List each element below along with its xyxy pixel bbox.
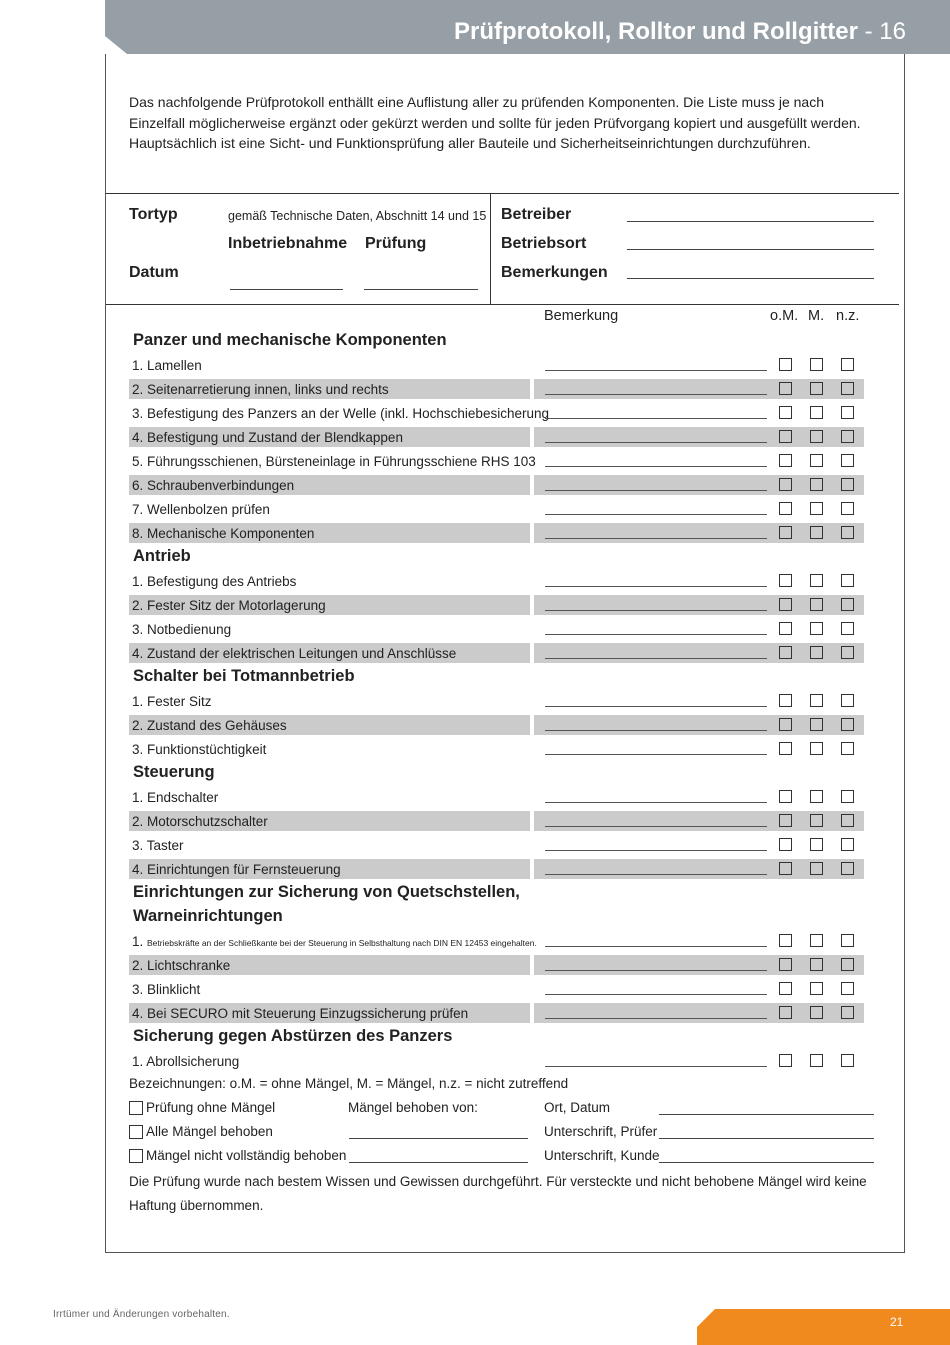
- checklist-row: [129, 955, 864, 975]
- checklist-row: [129, 811, 864, 831]
- row-label-text: 2. Fester Sitz der Motorlagerung: [132, 598, 326, 613]
- row-label-bg: [129, 835, 530, 855]
- nz-checkbox[interactable]: [841, 454, 854, 467]
- column-om: o.M.: [770, 308, 799, 324]
- row-label-text: 7. Wellenbolzen prüfen: [132, 502, 270, 517]
- row-label: [132, 646, 456, 661]
- remark-field[interactable]: [545, 442, 767, 443]
- bemerkungen-label: Bemerkungen: [501, 264, 608, 281]
- om-checkbox[interactable]: [779, 790, 792, 803]
- om-checkbox[interactable]: [779, 598, 792, 611]
- m-checkbox[interactable]: [810, 958, 823, 971]
- row-label: [132, 814, 268, 829]
- nz-checkbox[interactable]: [841, 1006, 854, 1019]
- m-checkbox[interactable]: [810, 478, 823, 491]
- unterschrift-pruefer-field[interactable]: [659, 1138, 874, 1139]
- maengel-nicht-behoben-label: Mängel nicht vollständig behoben: [146, 1148, 347, 1163]
- row-label-text: 1.: [132, 934, 148, 949]
- m-checkbox[interactable]: [810, 718, 823, 731]
- info-top-divider: [106, 193, 899, 194]
- row-label-text: 4. Bei SECURO mit Steuerung Einzugssicherung prüfen: [132, 1006, 469, 1021]
- betriebsort-field[interactable]: [627, 249, 874, 250]
- remark-field[interactable]: [545, 946, 767, 947]
- m-checkbox[interactable]: [810, 1054, 823, 1067]
- section-title: Antrieb: [133, 547, 191, 565]
- m-checkbox[interactable]: [810, 982, 823, 995]
- checklist-row: [129, 787, 864, 807]
- row-label-text: 2. Motorschutzschalter: [132, 814, 268, 829]
- remark-field[interactable]: [545, 394, 767, 395]
- ort-datum-label: Ort, Datum: [544, 1100, 611, 1115]
- row-label: [132, 502, 270, 517]
- row-label: [132, 478, 294, 493]
- m-checkbox[interactable]: [810, 814, 823, 827]
- nz-checkbox[interactable]: [841, 598, 854, 611]
- remark-field[interactable]: [545, 538, 767, 539]
- remark-field[interactable]: [545, 1066, 767, 1067]
- om-checkbox[interactable]: [779, 358, 792, 371]
- om-checkbox[interactable]: [779, 502, 792, 515]
- om-checkbox[interactable]: [779, 694, 792, 707]
- alle-maengel-behoben-checkbox[interactable]: [129, 1125, 143, 1139]
- om-checkbox[interactable]: [779, 646, 792, 659]
- section-title: Steuerung: [133, 763, 215, 781]
- ort-datum-field[interactable]: [659, 1114, 874, 1115]
- m-checkbox[interactable]: [810, 622, 823, 635]
- nz-checkbox[interactable]: [841, 574, 854, 587]
- intro-paragraph: Das nachfolgende Prüfprotokoll enthällt eine Auflistung aller zu prüfenden Komponenten. Die Liste muss je nach Einzelfall möglicherweise ergänzt oder gekürzt werden und sollte für jeden Prüfvorgang kopiert und ausgefüllt werden. Hauptsächlich ist eine Sicht- und Funktionsprüfung aller Bauteile und Sicherheitseinrichtungen durchzuführen.: [129, 94, 861, 151]
- row-label-text: 2. Lichtschranke: [132, 958, 231, 973]
- nz-checkbox[interactable]: [841, 622, 854, 635]
- nz-checkbox[interactable]: [841, 742, 854, 755]
- row-label: [132, 622, 231, 637]
- row-label-text: 1. Befestigung des Antriebs: [132, 574, 297, 589]
- section-title: Panzer und mechanische Komponenten: [133, 331, 447, 349]
- nz-checkbox[interactable]: [841, 982, 854, 995]
- row-label: [132, 838, 184, 853]
- m-checkbox[interactable]: [810, 526, 823, 539]
- nz-checkbox[interactable]: [841, 814, 854, 827]
- row-label-text: 3. Funktionstüchtigkeit: [132, 742, 267, 757]
- betreiber-label: Betreiber: [501, 206, 572, 223]
- row-label: [132, 790, 218, 805]
- nz-checkbox[interactable]: [841, 934, 854, 947]
- checklist-row: [129, 859, 864, 879]
- nz-checkbox[interactable]: [841, 1054, 854, 1067]
- closing-statement: Die Prüfung wurde nach bestem Wissen und Gewissen durchgeführt. Für versteckte und nicht behobene Mängel wird keine Haftung übernommen.: [129, 1174, 867, 1213]
- row-label-text: 4. Einrichtungen für Fernsteuerung: [132, 862, 341, 877]
- row-label-small-text: Betriebskräfte an der Schließkante bei der Steuerung in Selbsthaltung nach DIN EN 12453 eingehalten.: [147, 938, 537, 948]
- nz-checkbox[interactable]: [841, 958, 854, 971]
- row-label-text: 1. Abrollsicherung: [132, 1054, 240, 1069]
- page-number: 21: [890, 1315, 904, 1329]
- checklist-row: [129, 451, 864, 471]
- remark-field[interactable]: [545, 658, 767, 659]
- column-bemerkung: Bemerkung: [544, 308, 619, 324]
- checklist-row: [129, 619, 864, 639]
- pruefung-ohne-maengel-label: Prüfung ohne Mängel: [146, 1100, 276, 1115]
- pruefung-ohne-maengel-checkbox[interactable]: [129, 1101, 143, 1115]
- unterschrift-kunde-label: Unterschrift, Kunde: [544, 1148, 660, 1163]
- m-checkbox[interactable]: [810, 574, 823, 587]
- row-label: [132, 718, 287, 733]
- om-checkbox[interactable]: [779, 382, 792, 395]
- om-checkbox[interactable]: [779, 430, 792, 443]
- page-header-number: - 16: [864, 18, 906, 45]
- remark-field[interactable]: [545, 586, 767, 587]
- m-checkbox[interactable]: [810, 454, 823, 467]
- om-checkbox[interactable]: [779, 742, 792, 755]
- row-label: [132, 1006, 468, 1021]
- remark-field[interactable]: [545, 730, 767, 731]
- row-label: [132, 454, 536, 469]
- section-title: Sicherung gegen Abstürzen des Panzers: [133, 1027, 453, 1045]
- m-checkbox[interactable]: [810, 430, 823, 443]
- m-checkbox[interactable]: [810, 742, 823, 755]
- row-label: [132, 358, 202, 373]
- m-checkbox[interactable]: [810, 598, 823, 611]
- row-label: [132, 742, 266, 757]
- datum-inbetriebnahme-field[interactable]: [230, 289, 343, 290]
- inbetriebnahme-label: Inbetriebnahme: [228, 235, 348, 252]
- nz-checkbox[interactable]: [841, 862, 854, 875]
- page-header-title: Prüfprotokoll, Rolltor und Rollgitter: [454, 18, 858, 45]
- checklist-row: [129, 979, 864, 999]
- nz-checkbox[interactable]: [841, 502, 854, 515]
- tortyp-label: Tortyp: [129, 206, 178, 223]
- nz-checkbox[interactable]: [841, 478, 854, 491]
- row-label-text: 6. Schraubenverbindungen: [132, 478, 295, 493]
- m-checkbox[interactable]: [810, 646, 823, 659]
- remark-field[interactable]: [545, 826, 767, 827]
- remark-field[interactable]: [545, 514, 767, 515]
- nz-checkbox[interactable]: [841, 790, 854, 803]
- remark-field[interactable]: [545, 802, 767, 803]
- checklist-row: [129, 715, 864, 735]
- om-checkbox[interactable]: [779, 934, 792, 947]
- footer-orange-tab: [697, 1309, 950, 1345]
- m-checkbox[interactable]: [810, 358, 823, 371]
- maengel-behoben-field-2[interactable]: [349, 1162, 528, 1163]
- nz-checkbox[interactable]: [841, 646, 854, 659]
- m-checkbox[interactable]: [810, 694, 823, 707]
- nz-checkbox[interactable]: [841, 406, 854, 419]
- info-vertical-divider: [490, 193, 491, 304]
- maengel-nicht-behoben-checkbox[interactable]: [129, 1149, 143, 1163]
- nz-checkbox[interactable]: [841, 526, 854, 539]
- remark-field[interactable]: [545, 706, 767, 707]
- checklist-row: [129, 595, 864, 615]
- unterschrift-pruefer-label: Unterschrift, Prüfer: [544, 1124, 658, 1139]
- om-checkbox[interactable]: [779, 478, 792, 491]
- row-label-text: 3. Notbedienung: [132, 622, 232, 637]
- m-checkbox[interactable]: [810, 790, 823, 803]
- checklist-row: [129, 571, 864, 591]
- om-checkbox[interactable]: [779, 574, 792, 587]
- datum-pruefung-field[interactable]: [364, 289, 478, 290]
- row-label-text: 4. Befestigung und Zustand der Blendkappen: [132, 430, 403, 445]
- row-label-text: 1. Fester Sitz: [132, 694, 212, 709]
- row-label-text: 3. Blinklicht: [132, 982, 201, 997]
- row-label-text: 1. Lamellen: [132, 358, 202, 373]
- maengel-behoben-von-label: Mängel behoben von:: [348, 1100, 478, 1115]
- om-checkbox[interactable]: [779, 526, 792, 539]
- om-checkbox[interactable]: [779, 454, 792, 467]
- row-label-text: 2. Seitenarretierung innen, links und rechts: [132, 382, 389, 397]
- m-checkbox[interactable]: [810, 382, 823, 395]
- row-label: [132, 526, 314, 541]
- checklist-row: [129, 355, 864, 375]
- m-checkbox[interactable]: [810, 862, 823, 875]
- betriebsort-label: Betriebsort: [501, 235, 587, 252]
- remark-field[interactable]: [545, 634, 767, 635]
- unterschrift-kunde-field[interactable]: [659, 1162, 874, 1163]
- checklist-row: [129, 475, 864, 495]
- nz-checkbox[interactable]: [841, 718, 854, 731]
- remark-field[interactable]: [545, 970, 767, 971]
- m-checkbox[interactable]: [810, 838, 823, 851]
- checklist-row: [129, 1051, 864, 1071]
- row-label: [132, 694, 212, 709]
- section-title: Einrichtungen zur Sicherung von Quetschstellen,: [133, 883, 520, 901]
- datum-label: Datum: [129, 264, 179, 281]
- om-checkbox[interactable]: [779, 622, 792, 635]
- row-label-text: 8. Mechanische Komponenten: [132, 526, 315, 541]
- m-checkbox[interactable]: [810, 934, 823, 947]
- row-label: [132, 982, 200, 997]
- checklist-row: [129, 643, 864, 663]
- row-label-text: 2. Zustand des Gehäuses: [132, 718, 287, 733]
- om-checkbox[interactable]: [779, 814, 792, 827]
- m-checkbox[interactable]: [810, 1006, 823, 1019]
- column-nz: n.z.: [836, 308, 860, 324]
- remark-field[interactable]: [545, 418, 767, 419]
- checklist-row: [129, 1003, 864, 1023]
- row-label: [132, 598, 326, 613]
- maengel-behoben-field-1[interactable]: [349, 1138, 528, 1139]
- remark-field[interactable]: [545, 850, 767, 851]
- footer-disclaimer: Irrtümer und Änderungen vorbehalten.: [53, 1309, 230, 1320]
- checklist-row: [129, 427, 864, 447]
- checklist-row: [129, 379, 864, 399]
- nz-checkbox[interactable]: [841, 838, 854, 851]
- row-label-text: 3. Taster: [132, 838, 184, 853]
- om-checkbox[interactable]: [779, 406, 792, 419]
- om-checkbox[interactable]: [779, 862, 792, 875]
- remark-field[interactable]: [545, 754, 767, 755]
- om-checkbox[interactable]: [779, 1006, 792, 1019]
- pruefung-label: Prüfung: [365, 235, 427, 252]
- row-label: [132, 382, 389, 397]
- remark-field[interactable]: [545, 994, 767, 995]
- row-label: [132, 1054, 239, 1069]
- row-label: [132, 862, 341, 877]
- nz-checkbox[interactable]: [841, 430, 854, 443]
- checklist-row: [129, 403, 864, 423]
- row-label: [132, 934, 537, 949]
- bemerkungen-field[interactable]: [627, 278, 874, 279]
- remark-field[interactable]: [545, 610, 767, 611]
- checklist-row: [129, 931, 864, 951]
- checklist-row: [129, 523, 864, 543]
- legend-text: Bezeichnungen: o.M. = ohne Mängel, M. = Mängel, n.z. = nicht zutreffend: [129, 1076, 569, 1091]
- checklist-row: [129, 691, 864, 711]
- om-checkbox[interactable]: [779, 982, 792, 995]
- remark-field[interactable]: [545, 370, 767, 371]
- remark-field[interactable]: [545, 874, 767, 875]
- nz-checkbox[interactable]: [841, 382, 854, 395]
- om-checkbox[interactable]: [779, 958, 792, 971]
- row-label-text: 4. Zustand der elektrischen Leitungen und Anschlüsse: [132, 646, 457, 661]
- nz-checkbox[interactable]: [841, 694, 854, 707]
- row-label-text: 3. Befestigung des Panzers an der Welle (inkl. Hochschiebesicherung: [132, 406, 549, 421]
- om-checkbox[interactable]: [779, 718, 792, 731]
- row-label: [132, 430, 403, 445]
- om-checkbox[interactable]: [779, 838, 792, 851]
- row-label-text: 1. Endschalter: [132, 790, 219, 805]
- row-label: [132, 958, 230, 973]
- column-m: M.: [808, 308, 825, 324]
- section-title-line2: Warneinrichtungen: [133, 907, 283, 925]
- betreiber-field[interactable]: [627, 221, 874, 222]
- m-checkbox[interactable]: [810, 406, 823, 419]
- remark-field[interactable]: [545, 1018, 767, 1019]
- tortyp-value: gemäß Technische Daten, Abschnitt 14 und 15: [228, 209, 487, 223]
- alle-maengel-behoben-label: Alle Mängel behoben: [146, 1124, 273, 1139]
- m-checkbox[interactable]: [810, 502, 823, 515]
- checklist-row: [129, 739, 864, 759]
- nz-checkbox[interactable]: [841, 358, 854, 371]
- remark-field[interactable]: [545, 490, 767, 491]
- checklist-row: [129, 835, 864, 855]
- row-label-text: 5. Führungsschienen, Bürsteneinlage in Führungsschiene RHS 103: [132, 454, 536, 469]
- remark-field[interactable]: [545, 466, 767, 467]
- section-title: Schalter bei Totmannbetrieb: [133, 667, 355, 685]
- om-checkbox[interactable]: [779, 1054, 792, 1067]
- checklist-row: [129, 499, 864, 519]
- row-label: [132, 574, 296, 589]
- page-header-title-wrap: [454, 18, 906, 46]
- row-label: [132, 406, 549, 421]
- info-bottom-divider: [106, 304, 899, 305]
